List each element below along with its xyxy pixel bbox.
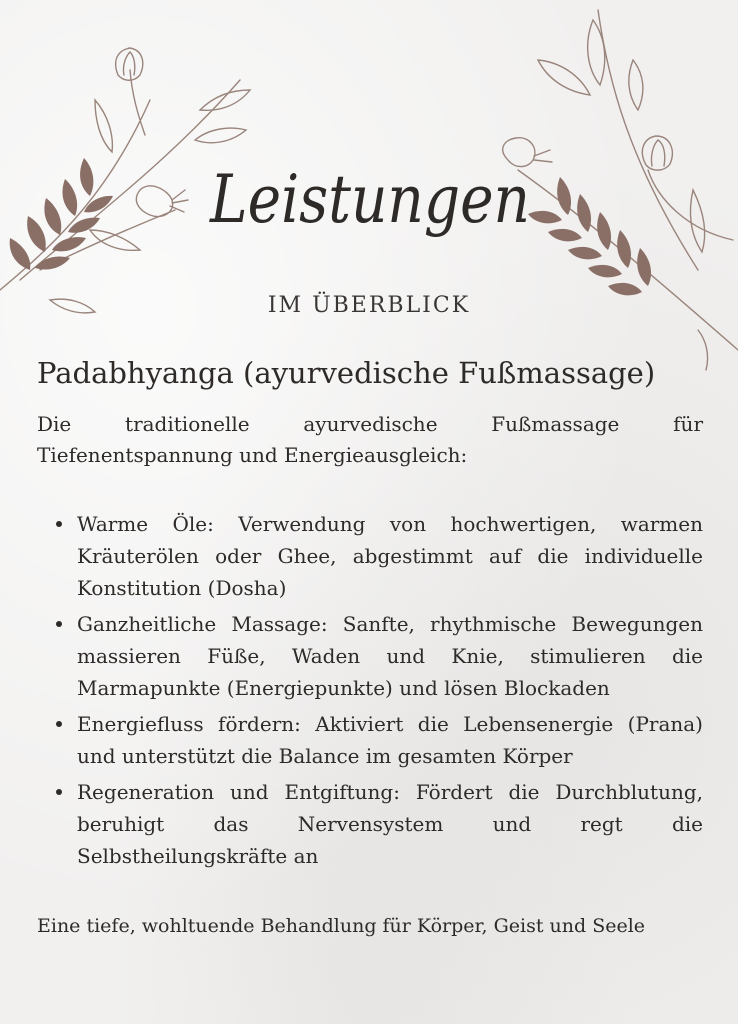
intro-text: Die traditionelle ayurvedische Fußmassage für Tiefenentspannung und Energieausgleich: [37,412,703,467]
section-heading: Padabhyanga (ayurvedische Fußmassage) [37,356,656,390]
list-item: Regeneration und Entgiftung: Fördert die Durchblutung, beruhigt das Nervensystem und regt die Selbstheilungskräfte an [77,776,703,872]
list-item: Ganzheitliche Massage: Sanfte, rhythmische Bewegungen massieren Füße, Waden und Knie, stimulieren die Marmapunkte (Energiepunkte) und lösen Blockaden [77,608,703,704]
service-list [37,508,703,876]
title-script [200,130,540,260]
closing-text: Eine tiefe, wohltuende Behandlung für Körper, Geist und Seele [37,915,646,937]
title-script-text: Leistungen [209,161,531,238]
subtitle: IM ÜBERBLICK [267,293,471,318]
list-item: Warme Öle: Verwendung von hochwertigen, warmen Kräuterölen oder Ghee, abgestimmt auf die individuelle Konstitution (Dosha) [77,508,703,604]
list-item: Energiefluss fördern: Aktiviert die Lebensenergie (Prana) und unterstützt die Balance im gesamten Körper [77,708,703,772]
